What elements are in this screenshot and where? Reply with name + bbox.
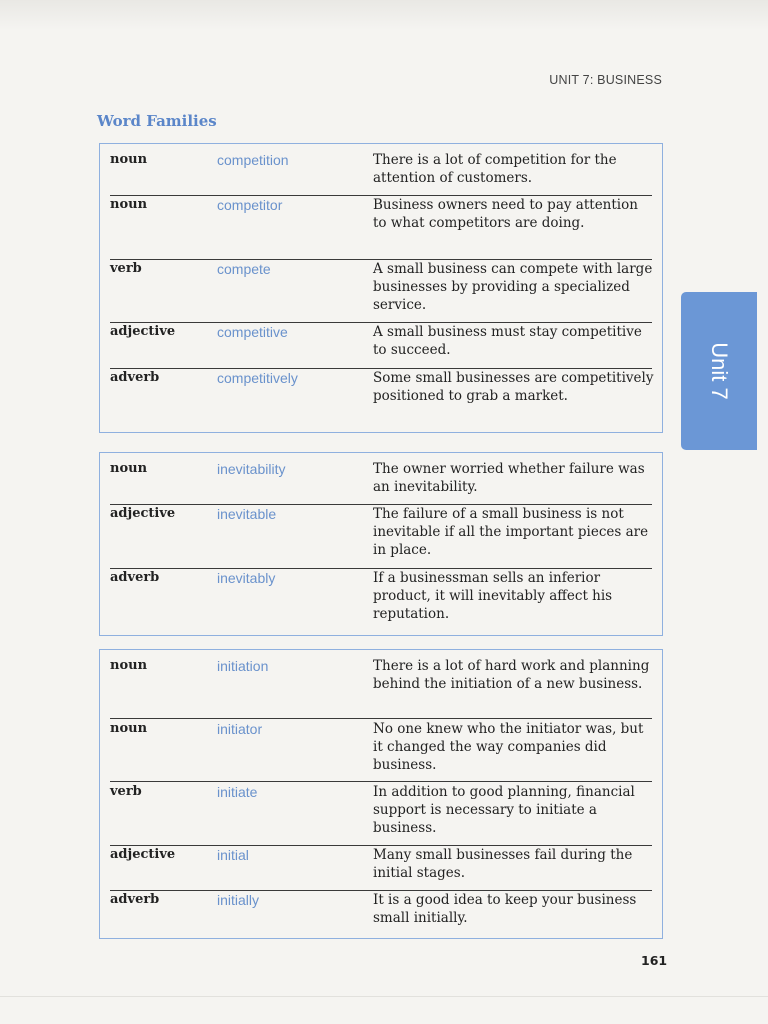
example-sentence: A small business can compete with large businesses by providing a specialized service.: [373, 261, 653, 313]
example-sentence: Some small businesses are competitively positioned to grab a market.: [373, 370, 654, 404]
section-title: Word Families: [97, 112, 217, 130]
part-of-speech: noun: [110, 461, 148, 476]
word-form: initially: [217, 892, 260, 908]
page-number: 161: [641, 953, 668, 968]
word-family-inevitability: [99, 452, 663, 636]
word-form: competitively: [217, 370, 298, 386]
word-form: initial: [217, 847, 249, 863]
word-family-initiation: [99, 649, 663, 939]
word-form: competition: [217, 152, 289, 168]
row-divider: [110, 718, 652, 719]
bottom-divider: [0, 996, 768, 997]
example-sentence: Business owners need to pay attention to what competitors are doing.: [373, 197, 638, 231]
word-form: competitive: [217, 324, 288, 340]
part-of-speech: noun: [110, 197, 148, 212]
example-sentence: A small business must stay competitive to succeed.: [373, 324, 642, 358]
word-form: initiator: [217, 721, 263, 737]
example-sentence: The failure of a small business is not inevitable if all the important pieces are in place.: [373, 506, 649, 558]
part-of-speech: adjective: [110, 324, 176, 339]
part-of-speech: adjective: [110, 847, 176, 862]
row-divider: [110, 781, 652, 782]
example-sentence: If a businessman sells an inferior product, it will inevitably affect his reputation.: [373, 570, 613, 622]
example-sentence: No one knew who the initiator was, but it changed the way companies did business.: [373, 721, 644, 773]
word-form: initiate: [217, 784, 258, 800]
part-of-speech: noun: [110, 721, 148, 736]
part-of-speech: adverb: [110, 570, 160, 585]
word-form: compete: [217, 261, 271, 277]
example-sentence: Many small businesses fail during the initial stages.: [373, 847, 633, 881]
word-family-competition: [99, 143, 663, 433]
unit-tab-label: Unit 7: [707, 342, 732, 400]
part-of-speech: noun: [110, 658, 148, 673]
example-sentence: There is a lot of hard work and planning behind the initiation of a new business.: [373, 658, 650, 692]
example-sentence: The owner worried whether failure was an inevitability.: [373, 461, 645, 495]
part-of-speech: adjective: [110, 506, 176, 521]
example-sentence: There is a lot of competition for the attention of customers.: [373, 152, 617, 186]
part-of-speech: adverb: [110, 370, 160, 385]
word-form: inevitability: [217, 461, 286, 477]
part-of-speech: verb: [110, 261, 142, 276]
unit-tab: [681, 292, 757, 450]
word-form: competitor: [217, 197, 283, 213]
word-form: inevitably: [217, 570, 276, 586]
example-sentence: It is a good idea to keep your business small initially.: [373, 892, 637, 926]
word-form: inevitable: [217, 506, 277, 522]
part-of-speech: noun: [110, 152, 148, 167]
part-of-speech: verb: [110, 784, 142, 799]
running-header: UNIT 7: BUSINESS: [549, 73, 662, 87]
page-top-shade: [0, 0, 768, 30]
part-of-speech: adverb: [110, 892, 160, 907]
example-sentence: In addition to good planning, financial support is necessary to initiate a business.: [373, 784, 635, 836]
word-form: initiation: [217, 658, 269, 674]
